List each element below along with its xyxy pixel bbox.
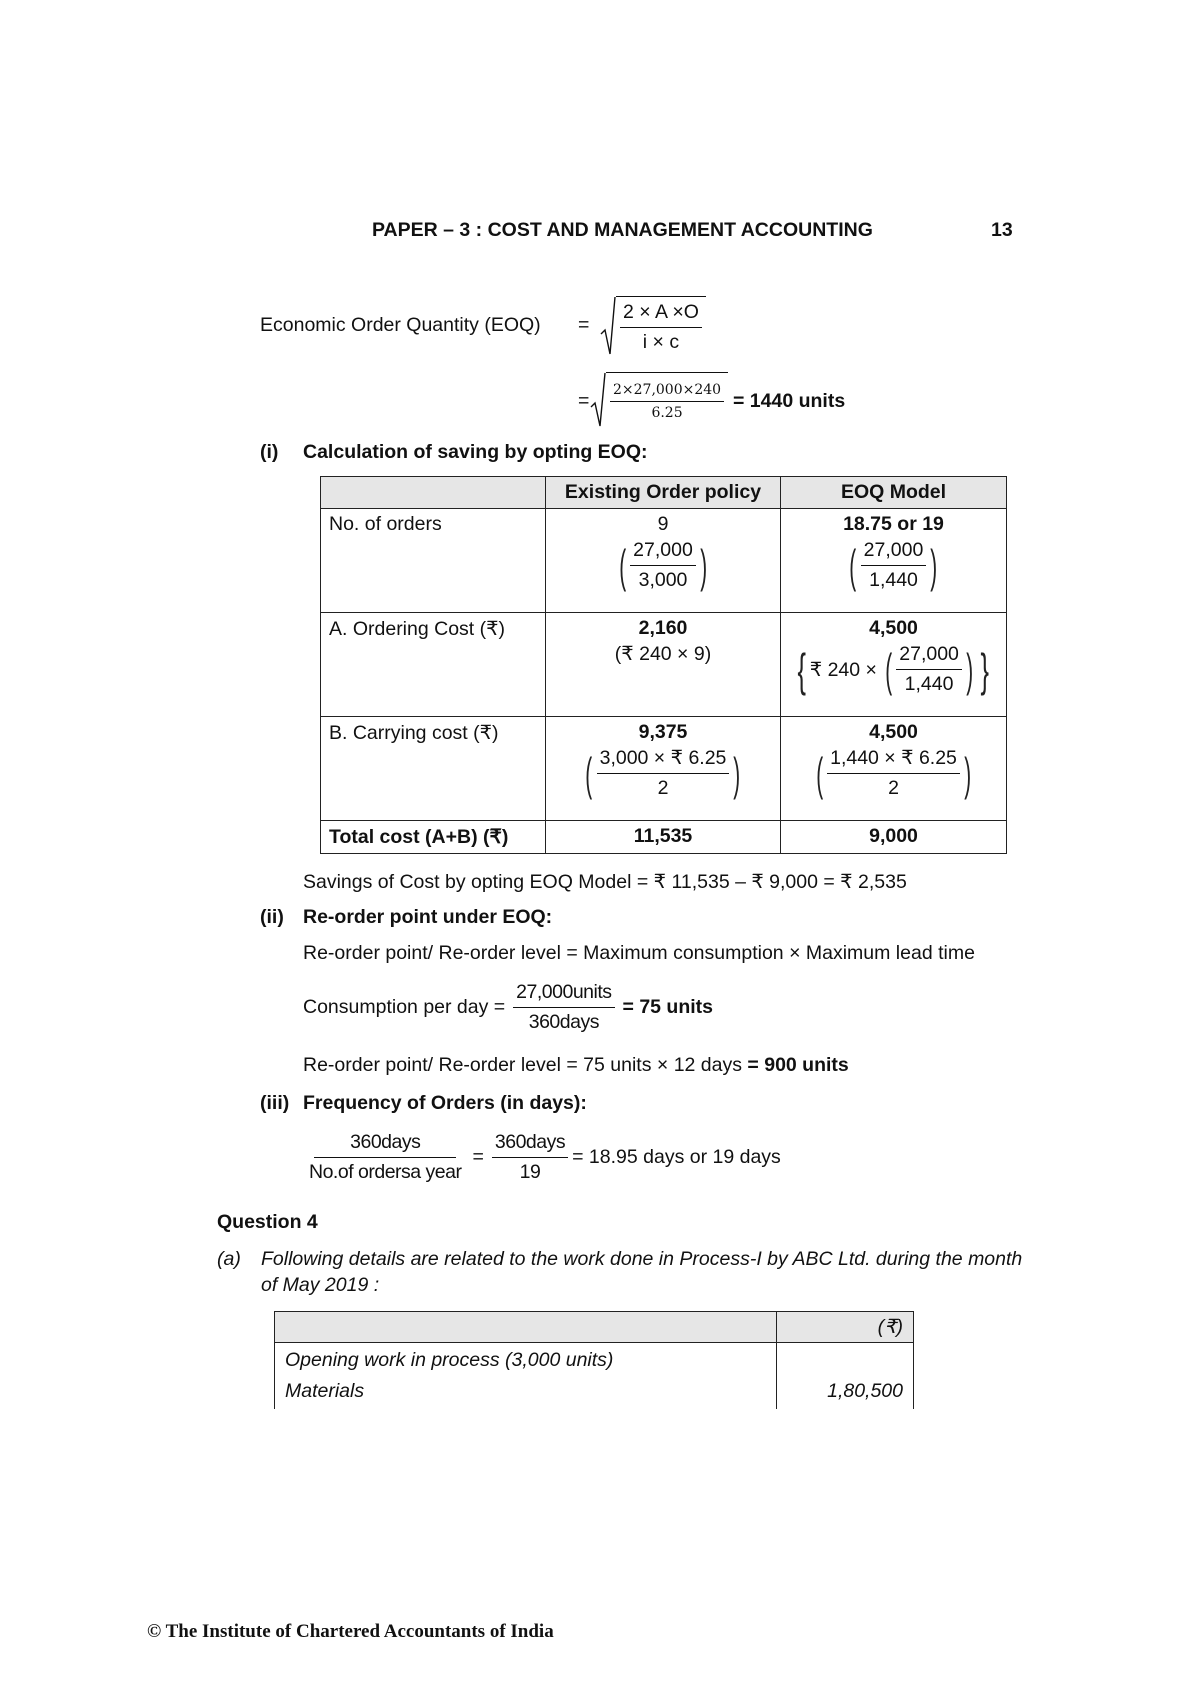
question-4-part: (a) — [217, 1248, 241, 1270]
header-blank-cell — [321, 477, 546, 509]
ordering-existing-cell — [546, 613, 781, 717]
header-blank-cell — [275, 1312, 777, 1343]
orders-eoq-cell: 18.75 or 19 ( $\frac{27,000}{1,440}$ ) — [781, 509, 1007, 613]
frequency-f1-numerator: 360days — [314, 1130, 456, 1158]
table-row — [275, 1374, 914, 1409]
consumption-per-day — [303, 980, 713, 1036]
frequency-f2-denominator: 19 — [519, 1161, 541, 1184]
header-currency: (₹) — [777, 1312, 914, 1343]
eoq-formula-numerator: 2 × A ×O — [620, 300, 702, 328]
ordering-eoq-value: 4,500 — [869, 617, 918, 639]
total-existing-value: 11,535 — [546, 821, 781, 854]
fraction-denominator: 1,440 — [869, 569, 918, 592]
fraction-denominator: 2 — [657, 777, 669, 800]
table-row — [275, 1343, 914, 1375]
eoq-calculation — [590, 372, 728, 428]
table-row — [321, 613, 1007, 717]
radical-sign-icon — [600, 296, 616, 356]
row-label-total: Total cost (A+B) (₹) — [321, 821, 546, 854]
total-eoq-value: 9,000 — [781, 821, 1007, 854]
footer-copyright: © The Institute of Chartered Accountants of India — [147, 1621, 554, 1642]
row-label: B. Carrying cost (₹) — [321, 717, 546, 821]
fraction-numerator: 27,000 — [630, 538, 696, 566]
page-number: 13 — [991, 219, 1013, 241]
row-label: No. of orders — [321, 509, 546, 613]
eoq-savings-table — [320, 476, 1007, 854]
part-i-title: Calculation of saving by opting EOQ: — [303, 441, 648, 463]
fraction-numerator: 1,440 × ₹ 6.25 — [827, 746, 960, 774]
ordering-existing-value: 2,160 — [638, 617, 688, 639]
frequency-f2-numerator: 360days — [492, 1130, 568, 1158]
orders-eoq-value: 18.75 or 19 — [843, 513, 944, 535]
part-ii-number: (ii) — [260, 906, 284, 928]
reorder-definition: Re-order point/ Re-order level = Maximum consumption × Maximum lead time — [303, 942, 975, 964]
fraction-numerator: 27,000 — [861, 538, 927, 566]
savings-line: Savings of Cost by opting EOQ Model = ₹ 11,535 – ₹ 9,000 = ₹ 2,535 — [303, 871, 907, 893]
header-eoq-model: EOQ Model — [781, 477, 1007, 509]
part-i-number: (i) — [260, 441, 279, 463]
carrying-eoq-cell: 4,500 ( $\frac{1,440 \times ₹ 6.25}{2}$ ) — [781, 717, 1007, 821]
question-4-heading: Question 4 — [217, 1211, 318, 1233]
carrying-existing-cell: 9,375 ( $\frac{3,000 \times ₹ 6.25}{2}$ ) — [546, 717, 781, 821]
table-row — [321, 509, 1007, 613]
consumption-label: Consumption per day = — [303, 996, 506, 1019]
reorder-calculation — [303, 1054, 849, 1077]
row-label: A. Ordering Cost (₹) — [321, 613, 546, 717]
consumption-denominator: 360days — [528, 1011, 599, 1034]
table-row — [321, 717, 1007, 821]
page-header-title: PAPER – 3 : COST AND MANAGEMENT ACCOUNTING — [372, 219, 873, 241]
table-header-row — [321, 477, 1007, 509]
process-details-table — [274, 1311, 914, 1409]
fraction-denominator: 3,000 — [638, 569, 688, 592]
radical-sign-icon — [590, 372, 606, 428]
part-iii-title: Frequency of Orders (in days): — [303, 1092, 587, 1114]
table-row-total — [321, 821, 1007, 854]
carrying-existing-value: 9,375 — [638, 721, 688, 743]
frequency-equals: = — [472, 1146, 484, 1169]
part-ii-title: Re-order point under EOQ: — [303, 906, 553, 928]
header-existing-policy: Existing Order policy — [546, 477, 781, 509]
question-4-text-line2: of May 2019 : — [261, 1274, 380, 1296]
fraction-denominator: 1,440 — [904, 673, 954, 696]
ordering-existing-note: (₹ 240 × 9) — [614, 643, 712, 665]
consumption-numerator: 27,000units — [513, 980, 614, 1008]
fraction-numerator: 3,000 × ₹ 6.25 — [597, 746, 730, 774]
eoq-calc-denominator: 6.25 — [651, 405, 683, 421]
ordering-eoq-note-prefix: ₹ 240 × — [809, 658, 877, 681]
reorder-result: = 900 units — [747, 1054, 849, 1076]
part-iii-number: (iii) — [260, 1092, 290, 1114]
eoq-result: = 1440 units — [733, 390, 846, 412]
eoq-label: Economic Order Quantity (EOQ) — [260, 314, 541, 336]
eoq-calc-numerator: 2×27,000×240 — [610, 381, 724, 402]
row-label: Materials — [275, 1374, 777, 1409]
row-label: Opening work in process (3,000 units) — [275, 1343, 777, 1375]
row-value: 1,80,500 — [777, 1374, 914, 1409]
eoq-calc-equals: = — [578, 390, 590, 412]
consumption-result: = 75 units — [622, 996, 714, 1019]
eoq-formula — [600, 296, 706, 356]
ordering-eoq-cell: 4,500 { ₹ 240 × ( $\frac{27,000}{1,440}$ ) } — [781, 613, 1007, 717]
frequency-result: = 18.95 days or 19 days — [572, 1146, 781, 1169]
frequency-calculation — [306, 1130, 781, 1186]
eoq-equals: = — [578, 314, 590, 336]
orders-existing-cell: 9 ( $\frac{27,000}{3,000}$ ) — [546, 509, 781, 613]
carrying-eoq-value: 4,500 — [869, 721, 918, 743]
frequency-f1-denominator: No.of ordersa year — [309, 1161, 462, 1184]
row-value-empty — [777, 1343, 914, 1375]
table-header-row — [275, 1312, 914, 1343]
reorder-text: Re-order point/ Re-order level = 75 units × 12 days — [303, 1054, 742, 1076]
fraction-denominator: 2 — [888, 777, 899, 800]
question-4-text-line1: Following details are related to the work done in Process-I by ABC Ltd. during the month — [261, 1248, 1023, 1270]
orders-existing-value: 9 — [657, 513, 669, 535]
eoq-formula-denominator: i × c — [642, 331, 680, 353]
fraction-numerator: 27,000 — [896, 642, 962, 670]
